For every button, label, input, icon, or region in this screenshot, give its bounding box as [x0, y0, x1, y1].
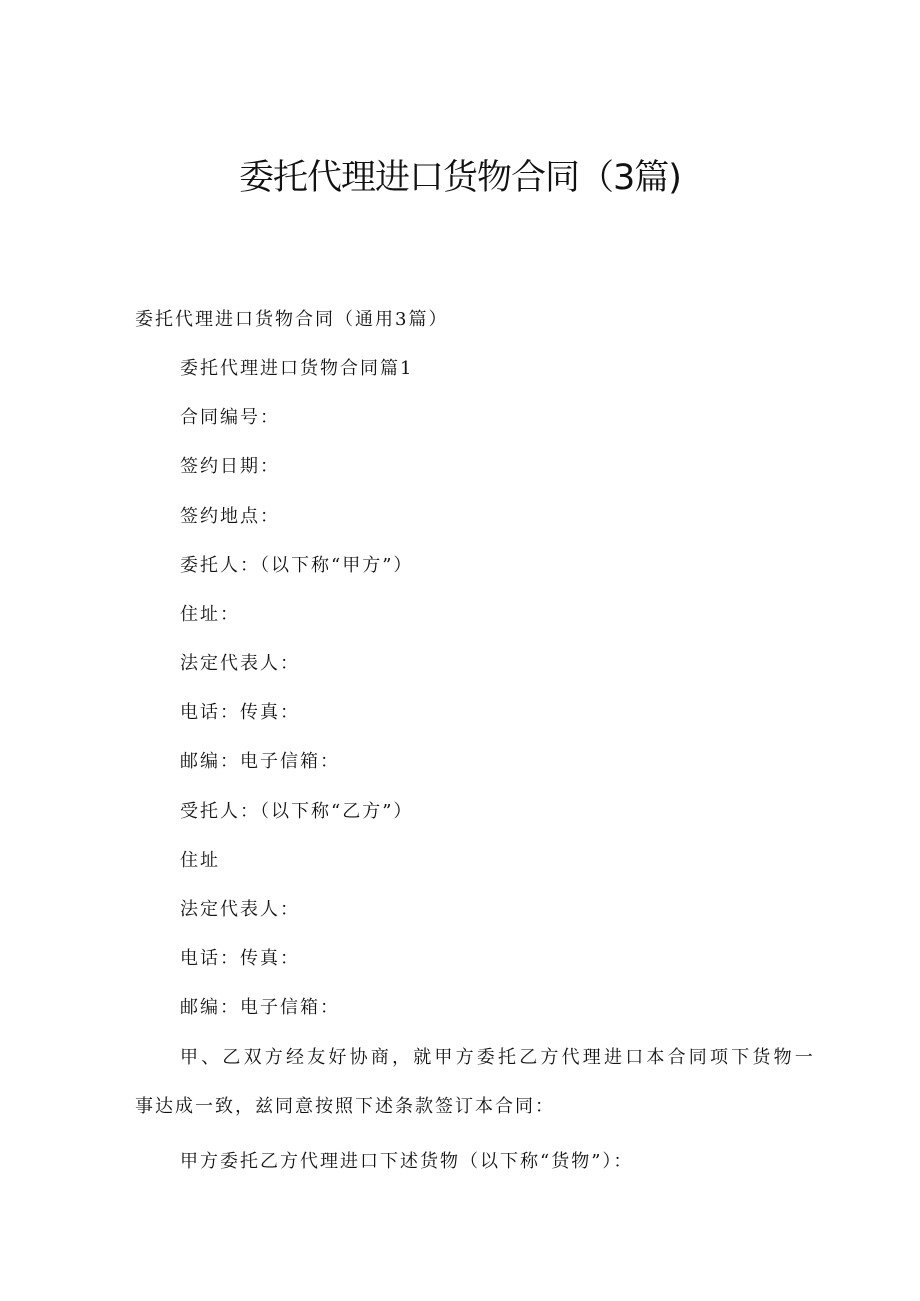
- agent-address-field: 住址: [180, 850, 220, 871]
- contract-number-field: 合同编号：: [180, 407, 280, 428]
- client-field: 委托人：（以下称“甲方”）: [180, 555, 414, 576]
- agent-postcode-email-field: 邮编：电子信箱：: [180, 997, 340, 1018]
- sign-place-field: 签约地点：: [180, 506, 280, 527]
- agent-legal-rep-field: 法定代表人：: [180, 899, 300, 920]
- document-subtitle: 委托代理进口货物合同（通用3篇）: [135, 309, 449, 330]
- agent-phone-fax-field: 电话：传真：: [180, 948, 300, 969]
- paragraph-line: 事达成一致，兹同意按照下述条款签订本合同：: [135, 1096, 555, 1117]
- sign-date-field: 签约日期：: [180, 456, 280, 477]
- paragraph-line: 甲、乙双方经友好协商，就甲方委托乙方代理进口本合同项下货物一: [180, 1047, 816, 1068]
- document-title: 委托代理进口货物合同（3篇): [239, 158, 681, 198]
- paragraph-line: 甲方委托乙方代理进口下述货物（以下称“货物”）：: [180, 1151, 634, 1172]
- section-heading: 委托代理进口货物合同篇1: [180, 358, 414, 379]
- client-legal-rep-field: 法定代表人：: [180, 653, 300, 674]
- client-postcode-email-field: 邮编：电子信箱：: [180, 751, 340, 772]
- agent-field: 受托人：（以下称“乙方”）: [180, 801, 414, 822]
- client-phone-fax-field: 电话：传真：: [180, 702, 300, 723]
- client-address-field: 住址：: [180, 604, 240, 625]
